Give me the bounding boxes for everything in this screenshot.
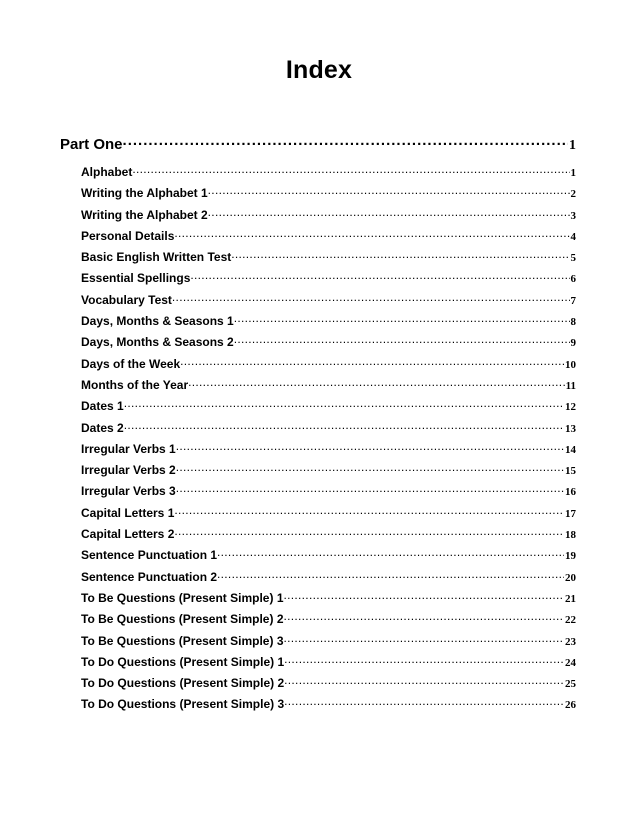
toc-entry-page-number: 20 (565, 571, 576, 584)
toc-entry[interactable] (81, 696, 576, 717)
dot-leader (174, 505, 564, 517)
toc-entry-page-number: 17 (565, 507, 576, 520)
dot-leader (176, 462, 564, 474)
toc-entry-page-number: 21 (565, 592, 576, 605)
toc-entry-page-number: 14 (565, 443, 576, 456)
toc-entry-label: Vocabulary Test (81, 292, 172, 307)
dot-leader (124, 420, 564, 432)
dot-leader (176, 441, 564, 453)
toc-entry[interactable] (81, 654, 576, 675)
toc-entry-label: Dates 2 (81, 420, 124, 435)
dot-leader (190, 270, 569, 282)
dot-leader (217, 569, 564, 581)
toc-part-heading[interactable] (60, 134, 576, 164)
toc-entry-page-number: 15 (565, 465, 576, 478)
toc-entry[interactable] (81, 398, 576, 419)
toc-entry-page-number: 5 (570, 252, 576, 265)
toc-entry-label: Alphabet (81, 165, 133, 179)
dot-leader (234, 334, 570, 346)
toc-entry[interactable] (81, 675, 576, 696)
toc-entry-label: Writing the Alphabet 2 (81, 207, 208, 222)
toc-entry[interactable] (81, 569, 576, 590)
page-title: Index (285, 56, 353, 84)
toc-part-page-number: 1 (569, 138, 576, 153)
dot-leader (234, 313, 570, 325)
dot-leader (174, 526, 564, 538)
dot-leader (176, 483, 564, 495)
toc-entry-page-number: 25 (565, 678, 576, 691)
dot-leader (284, 633, 565, 645)
toc-entry[interactable] (81, 228, 576, 249)
toc-entry-label: To Be Questions (Present Simple) 3 (81, 633, 284, 648)
toc-entry-label: Sentence Punctuation 2 (81, 569, 218, 584)
toc-entry-label: Sentence Punctuation 1 (81, 548, 218, 563)
toc-entry-page-number: 11 (565, 379, 576, 392)
toc-entry-page-number: 6 (570, 273, 576, 286)
toc-entry-page-number: 8 (570, 316, 576, 329)
toc-entry[interactable] (81, 249, 576, 270)
dot-leader (217, 547, 564, 559)
toc-entry-page-number: 1 (570, 167, 576, 179)
toc-entry[interactable] (81, 313, 576, 334)
toc-entry-label: Days, Months & Seasons 2 (81, 335, 234, 350)
toc-entry-label: Capital Letters 1 (81, 505, 175, 520)
dot-leader (132, 164, 569, 176)
dot-leader (188, 377, 564, 389)
toc-entry[interactable] (81, 164, 576, 185)
toc-entry-label: To Be Questions (Present Simple) 2 (81, 612, 284, 627)
toc-entry-label: To Do Questions (Present Simple) 1 (81, 654, 285, 669)
dot-leader (284, 654, 564, 666)
toc-entry-page-number: 3 (570, 209, 576, 222)
toc-entry[interactable] (81, 334, 576, 355)
toc-entry-label: Capital Letters 2 (81, 527, 175, 542)
toc-entry-label: Irregular Verbs 1 (81, 441, 176, 456)
toc-entry-page-number: 10 (565, 358, 576, 371)
toc-entry-label: Months of the Year (81, 377, 189, 392)
toc-entry-page-number: 22 (565, 614, 576, 627)
toc-entry-page-number: 12 (565, 401, 576, 414)
dot-leader (284, 675, 564, 687)
toc-entry-label: Irregular Verbs 2 (81, 463, 176, 478)
dot-leader (174, 228, 569, 240)
toc-entry[interactable] (81, 590, 576, 611)
toc-entry-label: Writing the Alphabet 1 (81, 186, 208, 201)
dot-leader (231, 249, 569, 261)
toc-entry-label: Personal Details (81, 228, 175, 243)
toc-entry-label: Days, Months & Seasons 1 (81, 314, 234, 329)
toc-entry-page-number: 13 (565, 422, 576, 435)
toc-entry-label: Essential Spellings (81, 271, 191, 286)
table-of-contents (60, 134, 576, 718)
toc-entry[interactable] (81, 207, 576, 228)
toc-entry-label: To Be Questions (Present Simple) 1 (81, 590, 284, 605)
toc-entry-page-number: 23 (565, 635, 576, 648)
toc-entry[interactable] (81, 505, 576, 526)
dot-leader (284, 696, 564, 708)
toc-entry-page-number: 4 (570, 230, 576, 243)
dot-leader (172, 292, 570, 304)
toc-entry-page-number: 26 (565, 699, 576, 712)
toc-entry-page-number: 2 (570, 188, 576, 201)
dot-leader (123, 134, 568, 149)
toc-entry[interactable] (81, 547, 576, 568)
dot-leader (208, 207, 570, 219)
toc-entry[interactable] (81, 483, 576, 504)
toc-entry[interactable] (81, 611, 576, 632)
dot-leader (180, 356, 564, 368)
toc-entry[interactable] (81, 356, 576, 377)
toc-entry[interactable] (81, 270, 576, 291)
toc-entry[interactable] (81, 462, 576, 483)
toc-part-label: Part One (60, 136, 123, 153)
toc-entry-page-number: 24 (565, 656, 576, 669)
toc-entry-label: Irregular Verbs 3 (81, 484, 176, 499)
toc-entry-label: Dates 1 (81, 399, 124, 414)
dot-leader (124, 398, 564, 410)
toc-entry-page-number: 19 (565, 550, 576, 563)
dot-leader (208, 185, 570, 197)
toc-entry[interactable] (81, 185, 576, 206)
toc-entry-label: To Do Questions (Present Simple) 3 (81, 697, 285, 712)
toc-entry-label: Days of the Week (81, 356, 181, 371)
toc-entry-page-number: 16 (565, 486, 576, 499)
toc-entry[interactable] (81, 633, 576, 654)
dot-leader (284, 611, 565, 623)
toc-entry-page-number: 7 (570, 294, 576, 307)
dot-leader (284, 590, 565, 602)
toc-entry[interactable] (81, 292, 576, 313)
toc-entry-label: To Do Questions (Present Simple) 2 (81, 676, 285, 691)
toc-entry[interactable] (81, 377, 576, 398)
toc-entry-page-number: 9 (570, 337, 576, 350)
toc-entry-page-number: 18 (565, 529, 576, 542)
toc-entry[interactable] (81, 441, 576, 462)
toc-entry[interactable] (81, 526, 576, 547)
toc-entry-label: Basic English Written Test (81, 250, 232, 265)
toc-entry[interactable] (81, 420, 576, 441)
